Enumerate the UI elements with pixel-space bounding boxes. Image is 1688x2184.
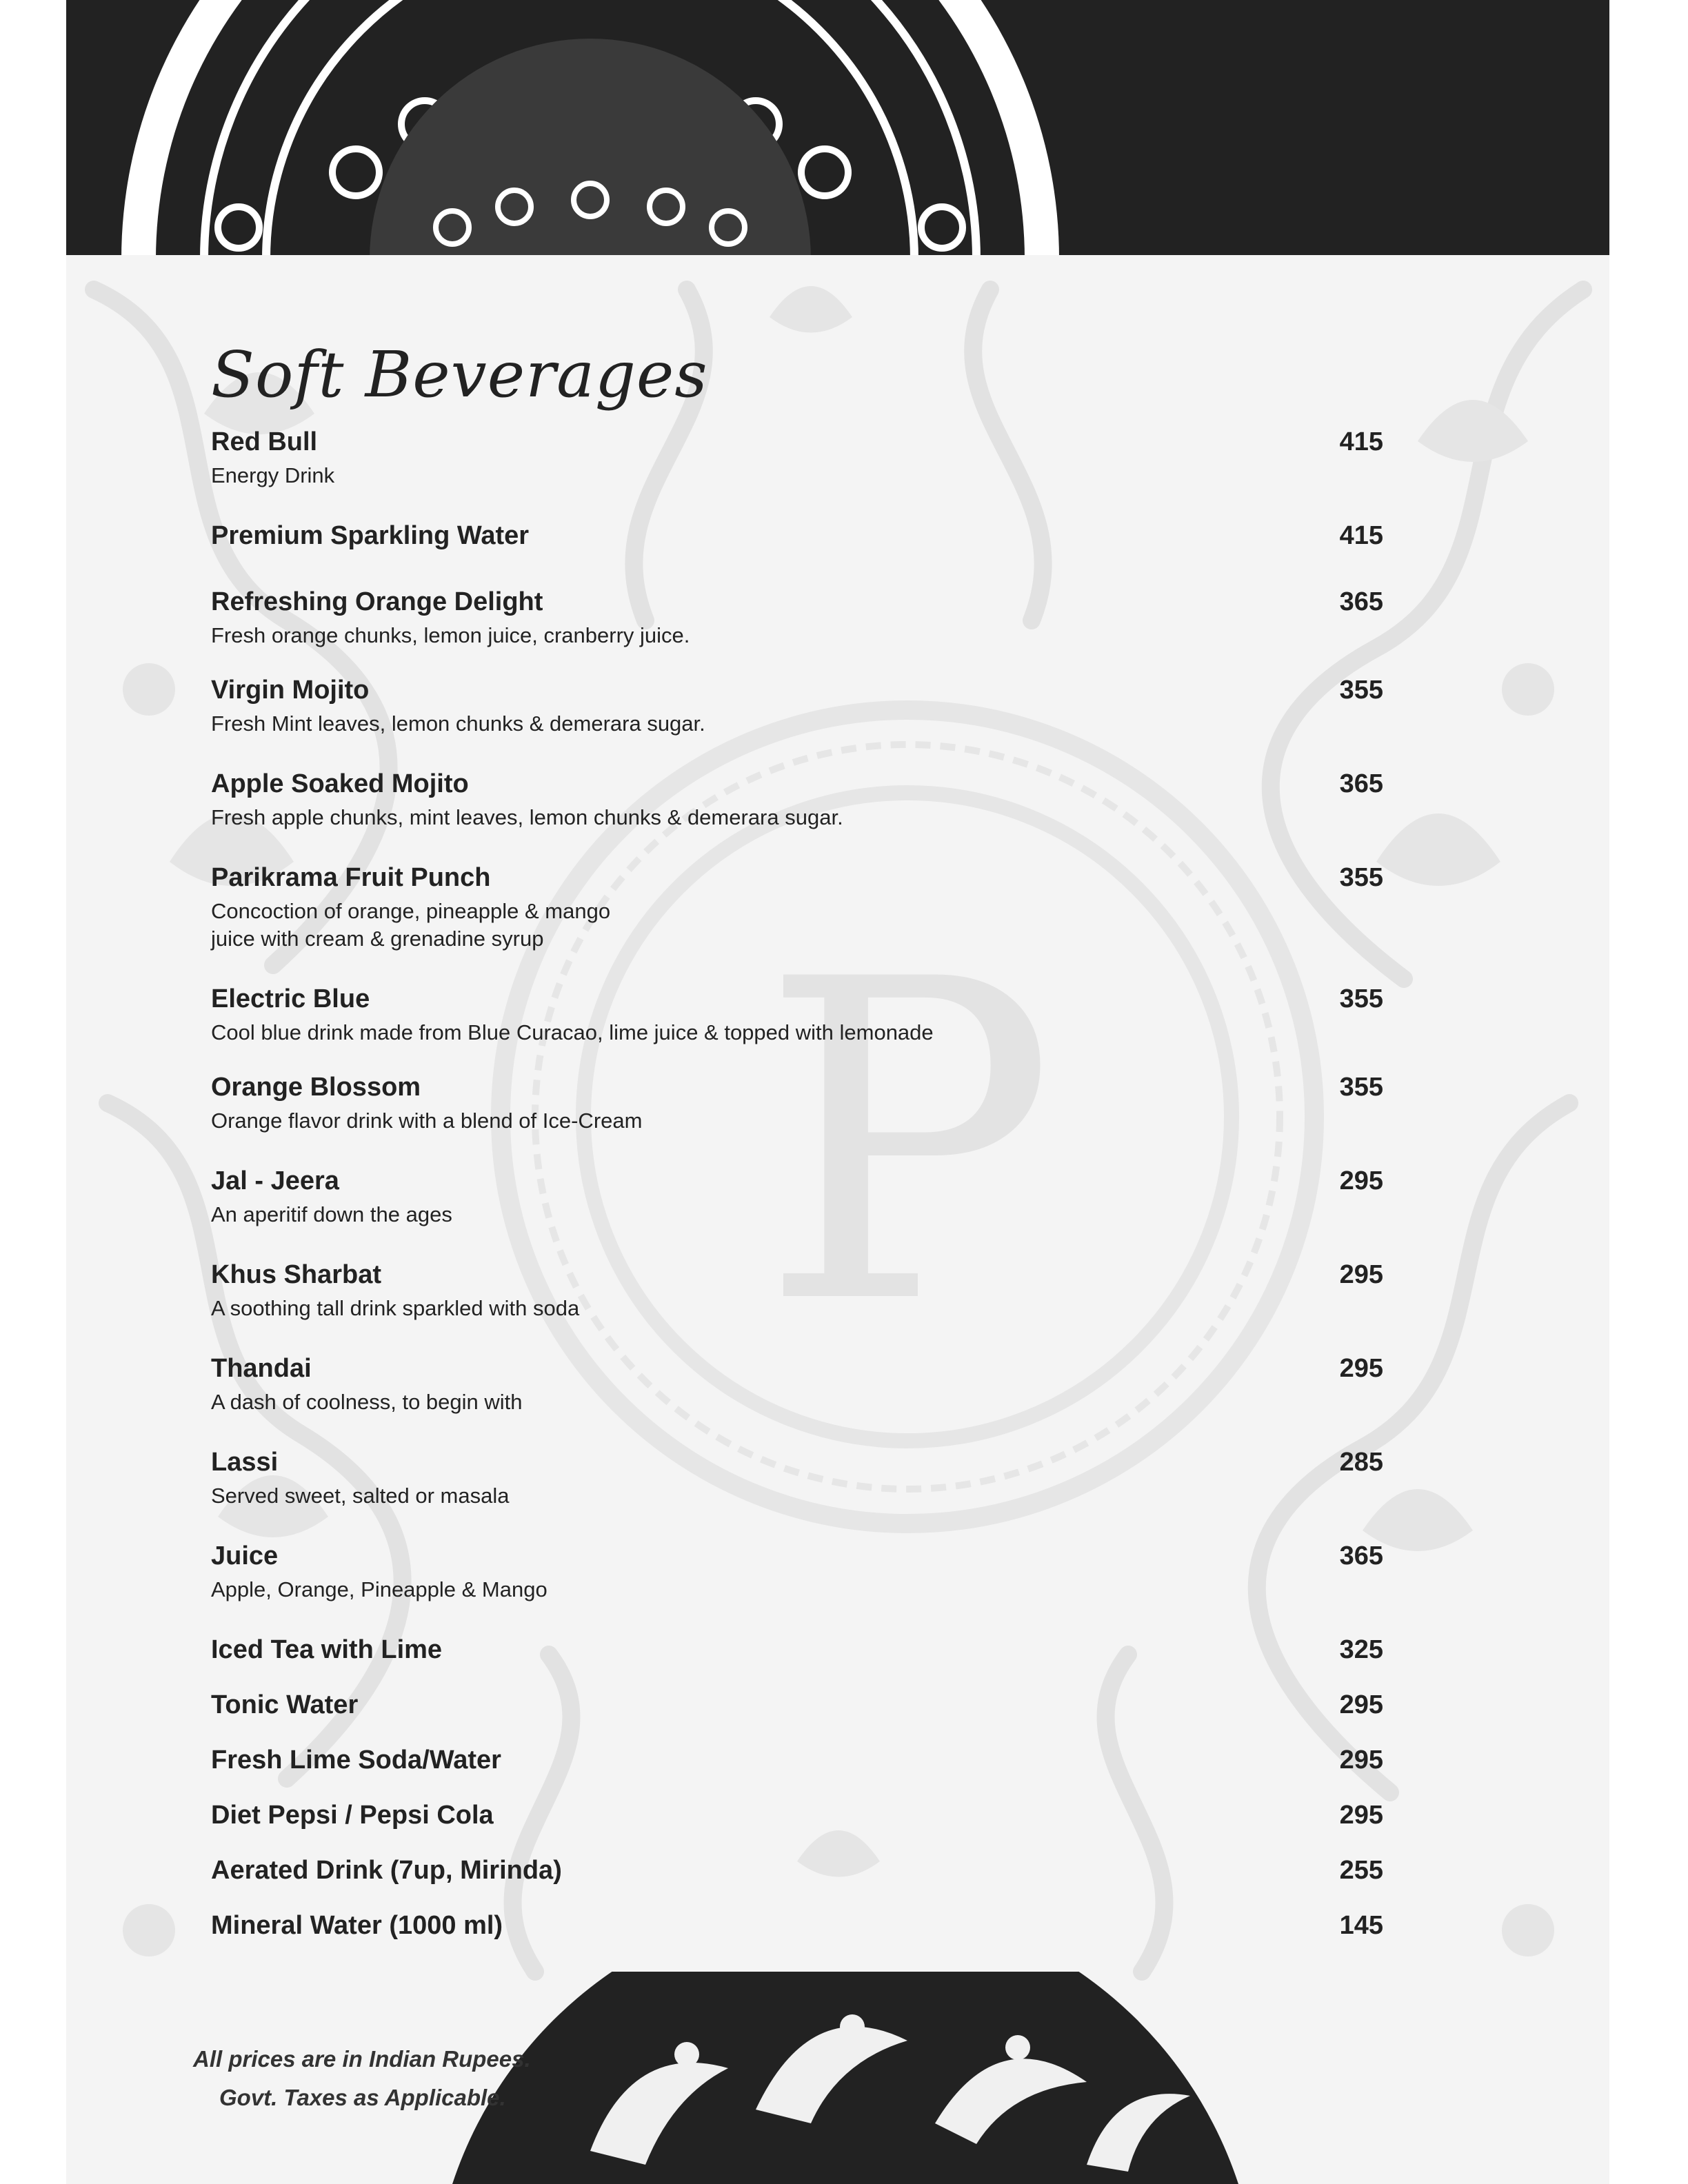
- item-price: 365: [1339, 769, 1383, 798]
- item-name: Electric Blue: [211, 984, 370, 1013]
- item-name: Orange Blossom: [211, 1073, 421, 1102]
- item-description: An aperitif down the ages: [211, 1202, 452, 1226]
- item-price: 285: [1339, 1448, 1383, 1477]
- item-price: 295: [1339, 1166, 1383, 1195]
- item-name: Iced Tea with Lime: [211, 1635, 443, 1664]
- item-description: Fresh apple chunks, mint leaves, lemon chunks & demerara sugar.: [211, 805, 843, 829]
- item-description: A dash of coolness, to begin with: [211, 1390, 523, 1414]
- item-name: Apple Soaked Mojito: [211, 769, 469, 798]
- item-name: Diet Pepsi / Pepsi Cola: [211, 1801, 494, 1830]
- item-name: Aerated Drink (7up, Mirinda): [211, 1856, 562, 1885]
- item-description: Cool blue drink made from Blue Curacao, lime juice & topped with lemonade: [211, 1020, 934, 1044]
- item-description: Fresh Mint leaves, lemon chunks & demerara sugar.: [211, 711, 705, 736]
- item-description: Concoction of orange, pineapple & mango juice with cream & grenadine syrup: [211, 899, 611, 951]
- item-price: 295: [1339, 1354, 1383, 1383]
- menu-page: [66, 0, 1609, 2184]
- item-price: 355: [1339, 863, 1383, 892]
- item-description: Served sweet, salted or masala: [211, 1484, 510, 1508]
- ornamental-crest-icon: [66, 0, 1609, 259]
- item-price: 255: [1339, 1856, 1383, 1885]
- item-price: 295: [1339, 1801, 1383, 1830]
- item-price: 355: [1339, 984, 1383, 1013]
- menu-section-title: Soft Beverages: [211, 338, 708, 412]
- top-header-band: [66, 0, 1609, 259]
- monogram-letter: P: [758, 887, 1056, 1400]
- tax-note: Govt. Taxes as Applicable.: [219, 2085, 506, 2110]
- item-name: Fresh Lime Soda/Water: [211, 1746, 501, 1775]
- item-description: Fresh orange chunks, lemon juice, cranberry juice.: [211, 623, 690, 647]
- currency-note: All prices are in Indian Rupees.: [193, 2046, 531, 2072]
- item-price: 355: [1339, 676, 1383, 705]
- item-name: Khus Sharbat: [211, 1260, 382, 1289]
- item-name: Jal - Jeera: [211, 1166, 339, 1195]
- item-name: Lassi: [211, 1448, 279, 1477]
- item-price: 365: [1339, 1541, 1383, 1570]
- item-price: 295: [1339, 1260, 1383, 1289]
- item-name: Red Bull: [211, 427, 318, 456]
- item-price: 355: [1339, 1073, 1383, 1102]
- item-name: Mineral Water (1000 ml): [211, 1911, 503, 1940]
- item-price: 325: [1339, 1635, 1383, 1664]
- item-name: Juice: [211, 1541, 279, 1570]
- bottom-floral-medallion: [66, 1972, 1609, 2184]
- item-price: 295: [1339, 1746, 1383, 1775]
- item-description: Orange flavor drink with a blend of Ice-Cream: [211, 1109, 643, 1133]
- item-name: Refreshing Orange Delight: [211, 587, 543, 616]
- item-price: 415: [1339, 521, 1383, 550]
- item-price: 295: [1339, 1690, 1383, 1719]
- item-price: 415: [1339, 427, 1383, 456]
- item-name: Thandai: [211, 1354, 312, 1383]
- item-description: A soothing tall drink sparkled with soda: [211, 1296, 580, 1320]
- item-price: 365: [1339, 587, 1383, 616]
- item-name: Parikrama Fruit Punch: [211, 863, 491, 892]
- item-name: Virgin Mojito: [211, 676, 370, 705]
- item-name: Premium Sparkling Water: [211, 521, 530, 550]
- item-price: 145: [1339, 1911, 1383, 1940]
- item-description: Apple, Orange, Pineapple & Mango: [211, 1577, 547, 1601]
- item-name: Tonic Water: [211, 1690, 359, 1719]
- item-description: Energy Drink: [211, 463, 335, 487]
